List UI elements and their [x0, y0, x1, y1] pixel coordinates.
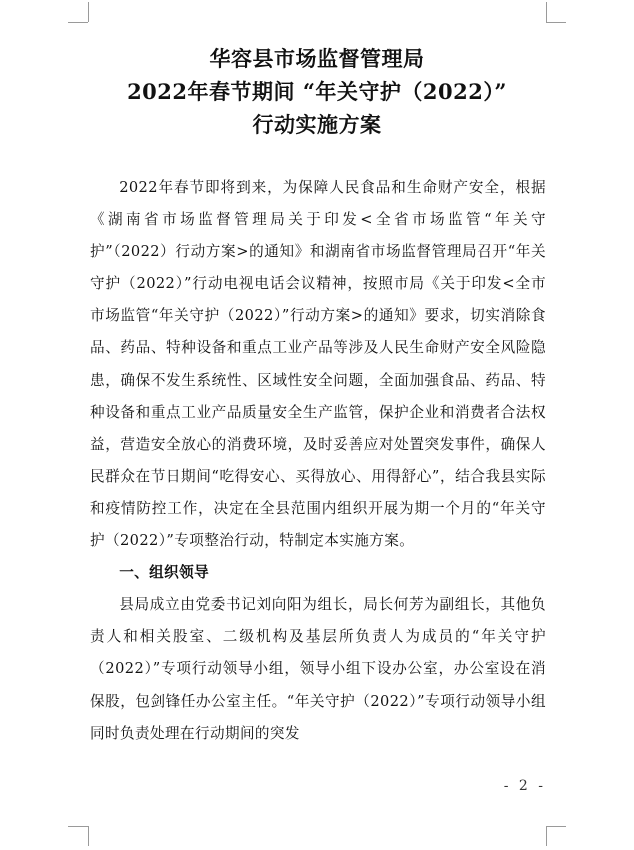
crop-mark-top-left-h	[68, 22, 88, 23]
document-body	[90, 172, 546, 750]
document-title	[0, 42, 634, 141]
crop-mark-bottom-right-v	[546, 826, 547, 846]
crop-mark-top-right-h	[546, 22, 566, 23]
intro-paragraph: 2022年春节即将到来，为保障人民食品和生命财产安全，根据《湖南省市场监督管理局关于印发<全省市场监管“年关守护”（2022）行动方案>的通知》和湖南省市场监督管理局召开“年关守护（2022）”行动电视电话会议精神，按照市局《关于印发<全市市场监管“年关守护（2022）”行动方案>的通知》要求，切实消除食品、药品、特种设备和重点工业产品等涉及人民生命财产安全风险隐患，确保不发生系统性、区域性安全问题，全面加强食品、药品、特种设备和重点工业产品质量安全生产监管，保护企业和消费者合法权益，营造安全放心的消费环境，及时妥善应对处置突发事件，确保人民群众在节日期间“吃得安心、买得放心、用得舒心”，结合我县实际和疫情防控工作，决定在全县范围内组织开展为期一个月的“年关守护（2022）”专项整治行动，特制定本实施方案。	[90, 179, 546, 550]
crop-mark-top-left-v	[88, 2, 89, 22]
crop-mark-bottom-left-h	[68, 826, 88, 827]
title-line-1: 华容县市场监督管理局	[209, 46, 425, 71]
section-heading: 一、组织领导	[119, 564, 210, 582]
crop-mark-bottom-left-v	[88, 826, 89, 846]
page-number: - 2 -	[503, 778, 546, 794]
section-paragraph: 县局成立由党委书记刘向阳为组长，局长何芳为副组长，其他负责人和相关股室、二级机构及基层所负责人为成员的“年关守护（2022）”专项行动领导小组，领导小组下设办公室，办公室设在消保股，包剑锋任办公室主任。“年关守护（2022）”专项行动领导小组同时负责处理在行动期间的突发	[90, 596, 546, 742]
title-line-2: 2022年春节期间 “年关守护（2022）”	[127, 79, 507, 104]
crop-mark-top-right-v	[546, 2, 547, 22]
crop-mark-bottom-right-h	[546, 826, 566, 827]
title-line-3: 行动实施方案	[252, 112, 382, 137]
